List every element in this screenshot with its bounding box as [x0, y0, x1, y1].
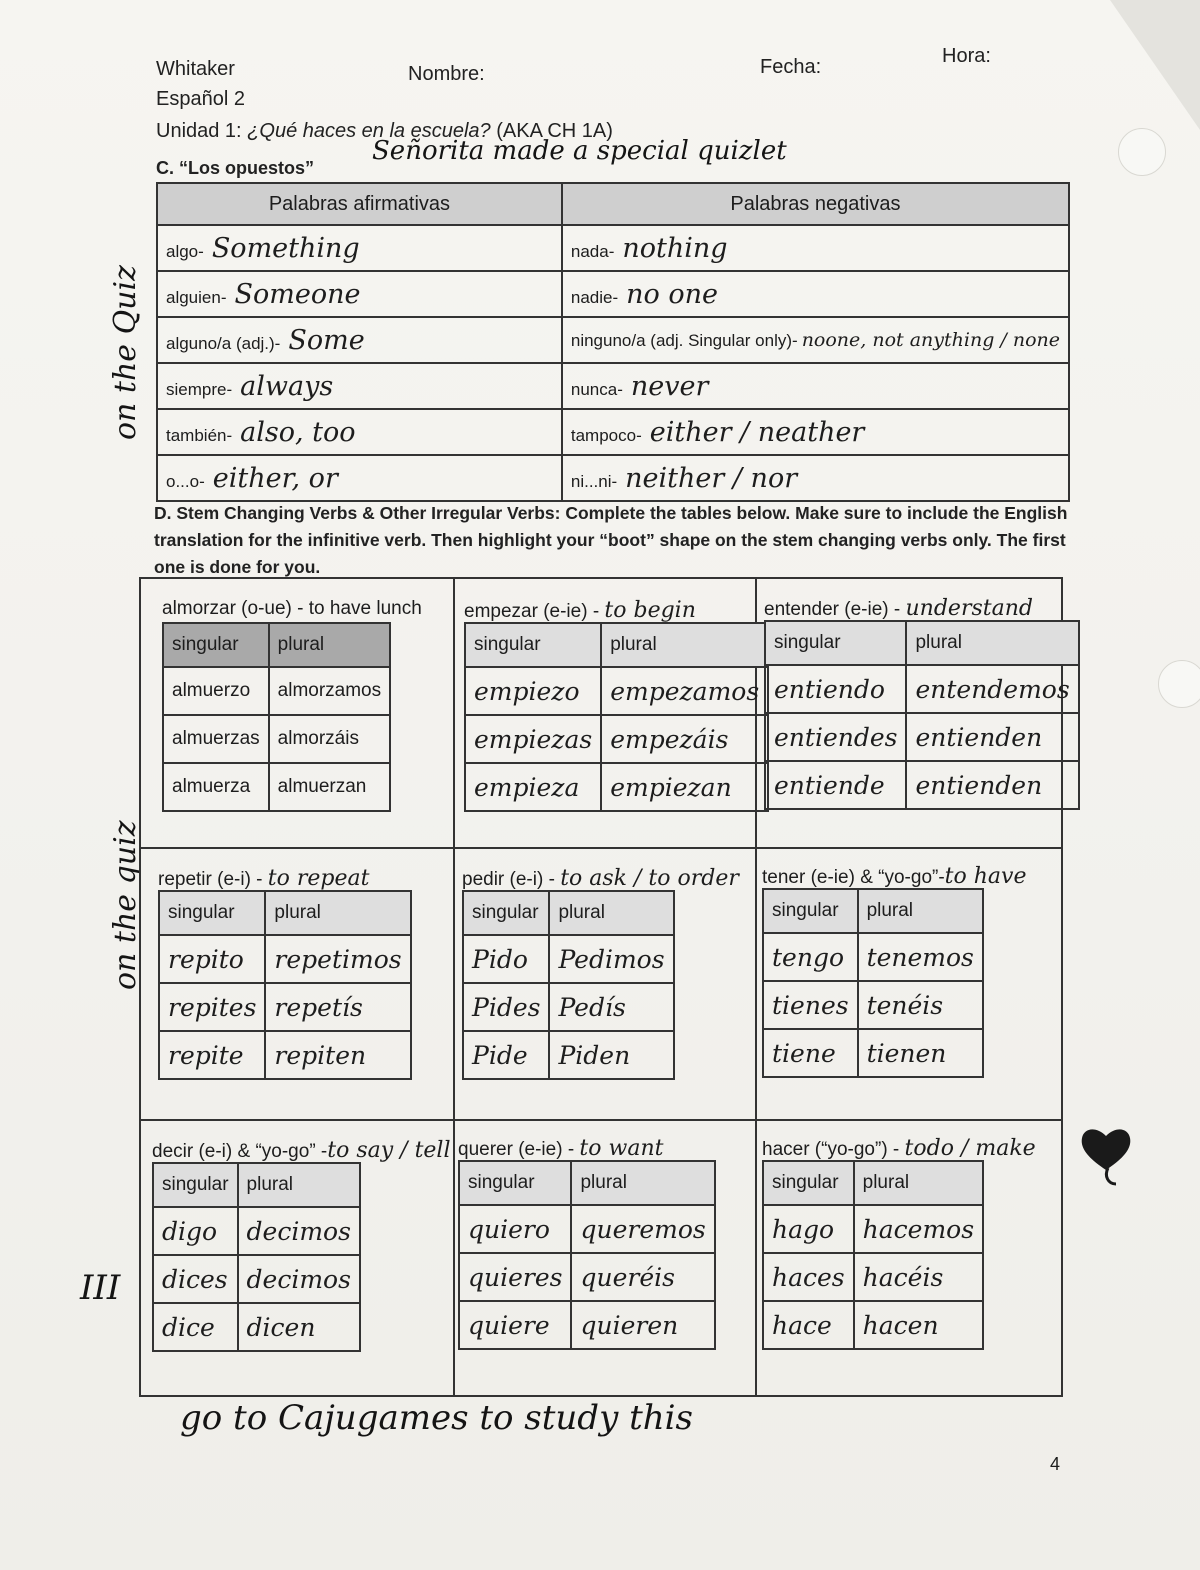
tally-marks: III — [80, 1268, 121, 1308]
nombre-label: Nombre: — [408, 63, 485, 85]
singular-form-text: tiene — [772, 1038, 836, 1068]
conjugation-row — [159, 935, 411, 983]
conjugation-row — [465, 763, 768, 811]
verb-translation: todo / make — [904, 1136, 1036, 1161]
singular-form — [459, 1205, 571, 1253]
opposites-row — [157, 363, 1069, 409]
conjugation-header-row — [763, 1161, 983, 1205]
verb-title — [462, 866, 739, 891]
singular-form — [153, 1255, 238, 1303]
singular-form — [763, 933, 858, 981]
negative-word: ninguno/a (adj. Singular only)- — [570, 331, 798, 350]
conjugation-table — [152, 1162, 361, 1352]
plural-form-text: Pedimos — [558, 944, 665, 974]
plural-header: plural — [854, 1161, 983, 1205]
singular-form — [465, 763, 601, 811]
conjugation-table — [762, 1160, 984, 1350]
affirmative-answer: always — [240, 370, 334, 402]
plural-form — [238, 1303, 360, 1351]
singular-form-text: entiendo — [774, 674, 885, 704]
plural-form-text: entendemos — [915, 674, 1070, 704]
section-d-instructions: D. Stem Changing Verbs & Other Irregular Verbs: Complete the tables below. Make sure to include the English translation for the infinitive verb. Then highlight your “boot” shape on the stem changing verbs only. The first one is done for you. — [154, 503, 1068, 577]
verb-title — [458, 1136, 663, 1161]
grid-divider — [141, 1119, 1061, 1121]
verb-title — [464, 598, 696, 623]
negative-word: nadie- — [570, 287, 619, 307]
verb-translation: to repeat — [267, 866, 370, 891]
conjugation-row — [765, 713, 1079, 761]
singular-form-text: haces — [772, 1262, 845, 1292]
plural-form — [549, 935, 673, 983]
affirmative-answer: Something — [211, 232, 360, 264]
conjugation-row — [765, 761, 1079, 809]
singular-form-text: repites — [168, 992, 257, 1022]
plural-form-text: entienden — [915, 722, 1043, 752]
unit-title: ¿Qué haces en la escuela? — [247, 120, 491, 142]
fecha-label: Fecha: — [760, 56, 822, 78]
singular-form — [465, 667, 601, 715]
conjugation-table — [162, 622, 391, 812]
singular-form — [763, 1301, 854, 1349]
plural-form — [854, 1301, 983, 1349]
singular-header: singular — [159, 891, 265, 935]
conjugation-row — [465, 667, 768, 715]
heart-doodle-icon — [1078, 1122, 1134, 1193]
plural-form — [858, 1029, 983, 1077]
negative-word: nada- — [570, 241, 615, 261]
conjugation-row — [765, 665, 1079, 713]
negative-cell — [562, 455, 1069, 501]
singular-form-text: almuerzas — [172, 728, 260, 749]
conjugation-row — [763, 1205, 983, 1253]
singular-form-text: quieres — [468, 1262, 563, 1292]
conjugation-row — [159, 1031, 411, 1079]
opposites-row — [157, 271, 1069, 317]
study-note: go to Cajugames to study this — [180, 1398, 693, 1438]
plural-form-text: queremos — [580, 1214, 706, 1244]
conjugation-row — [763, 1253, 983, 1301]
conjugation-header-row — [459, 1161, 715, 1205]
plural-form — [854, 1205, 983, 1253]
singular-form — [159, 983, 265, 1031]
negative-word: nunca- — [570, 379, 623, 399]
hora-label: Hora: — [942, 45, 991, 67]
verb-title — [762, 864, 1026, 889]
affirmative-word: alguien- — [166, 287, 227, 307]
plural-form — [858, 981, 983, 1029]
plural-form-text: Piden — [558, 1040, 631, 1070]
plural-form-text: quieren — [580, 1310, 679, 1340]
affirmative-word: también- — [166, 425, 233, 445]
singular-form — [159, 935, 265, 983]
plural-form-text: almorzáis — [277, 728, 359, 749]
verb-infinitive: entender (e-ie) - — [764, 599, 906, 620]
plural-form — [269, 715, 390, 763]
singular-form-text: entiende — [774, 770, 885, 800]
singular-header: singular — [765, 621, 906, 665]
opposites-table — [156, 182, 1070, 502]
conjugation-row — [163, 715, 390, 763]
negative-header: Palabras negativas — [562, 183, 1069, 225]
singular-form — [765, 665, 906, 713]
affirmative-word: o...o- — [166, 471, 205, 491]
plural-form — [601, 715, 768, 763]
verb-infinitive: querer (e-ie) - — [458, 1139, 580, 1160]
conjugation-row — [153, 1303, 360, 1351]
page-fold-corner — [1110, 0, 1200, 130]
verb-title — [158, 866, 369, 891]
singular-form-text: digo — [162, 1216, 218, 1246]
section-c-title: C. “Los opuestos” — [156, 158, 315, 178]
singular-form — [763, 1253, 854, 1301]
singular-form — [463, 1031, 549, 1079]
verb-title — [162, 598, 422, 620]
conjugation-row — [763, 1301, 983, 1349]
conjugation-table — [458, 1160, 716, 1350]
plural-form — [906, 665, 1078, 713]
verb-title — [152, 1138, 451, 1163]
conjugation-row — [763, 981, 983, 1029]
singular-form-text: almuerza — [172, 776, 251, 797]
quizlet-note: Señorita made a special quizlet — [372, 136, 787, 166]
singular-form-text: dice — [162, 1312, 215, 1342]
plural-form-text: decimos — [246, 1264, 351, 1294]
singular-form-text: repite — [168, 1040, 244, 1070]
singular-form — [463, 983, 549, 1031]
singular-form-text: Pides — [472, 992, 541, 1022]
singular-header: singular — [763, 1161, 854, 1205]
singular-form-text: empiezo — [474, 676, 580, 706]
conjugation-row — [159, 983, 411, 1031]
plural-form — [571, 1205, 714, 1253]
verb-translation: to have lunch — [308, 598, 422, 619]
conjugation-table — [464, 622, 769, 812]
plural-form — [549, 1031, 673, 1079]
margin-note-quiz-middle: on the quiz — [108, 820, 143, 990]
negative-cell — [562, 363, 1069, 409]
plural-form — [854, 1253, 983, 1301]
affirmative-header: Palabras afirmativas — [157, 183, 562, 225]
conjugation-table — [762, 888, 984, 1078]
plural-form — [265, 983, 410, 1031]
negative-cell — [562, 271, 1069, 317]
singular-form — [153, 1207, 238, 1255]
affirmative-cell — [157, 271, 562, 317]
singular-form-text: empiezas — [474, 724, 593, 754]
singular-form — [159, 1031, 265, 1079]
verb-infinitive: pedir (e-i) - — [462, 869, 561, 890]
unit-prefix: Unidad 1: — [156, 120, 248, 142]
plural-form-text: hacemos — [862, 1214, 975, 1244]
binder-hole — [1158, 660, 1200, 708]
opposites-header-row — [157, 183, 1069, 225]
singular-header: singular — [459, 1161, 571, 1205]
plural-form-text: queréis — [580, 1262, 675, 1292]
plural-form-text: hacéis — [862, 1262, 944, 1292]
plural-header: plural — [269, 623, 390, 667]
plural-form-text: tenéis — [866, 990, 944, 1020]
grid-divider — [141, 847, 1061, 849]
unit-suffix: (AKA CH 1A) — [490, 120, 613, 142]
singular-header: singular — [465, 623, 601, 667]
plural-header: plural — [549, 891, 673, 935]
negative-word: ni...ni- — [570, 471, 618, 491]
plural-form — [601, 667, 768, 715]
affirmative-answer: also, too — [240, 416, 356, 448]
plural-form — [269, 667, 390, 715]
verb-infinitive: almorzar (o-ue) - — [162, 598, 309, 619]
conjugation-header-row — [159, 891, 411, 935]
singular-form-text: entiendes — [774, 722, 898, 752]
singular-form — [153, 1303, 238, 1351]
plural-header: plural — [571, 1161, 714, 1205]
binder-hole — [1118, 128, 1166, 176]
verb-infinitive: repetir (e-i) - — [158, 869, 268, 890]
margin-note-quiz-top: on the Quiz — [108, 265, 143, 440]
plural-form — [601, 763, 768, 811]
singular-form-text: dices — [162, 1264, 228, 1294]
singular-header: singular — [153, 1163, 238, 1207]
plural-form-text: almorzamos — [277, 680, 382, 701]
singular-form-text: repito — [168, 944, 244, 974]
conjugation-header-row — [163, 623, 390, 667]
singular-form-text: hace — [772, 1310, 832, 1340]
conjugation-row — [463, 983, 674, 1031]
singular-form-text: quiere — [468, 1310, 550, 1340]
plural-form — [238, 1207, 360, 1255]
plural-form-text: empezáis — [610, 724, 729, 754]
singular-form — [459, 1301, 571, 1349]
singular-header: singular — [163, 623, 269, 667]
verb-translation: to ask / to order — [560, 866, 739, 891]
negative-word: tampoco- — [570, 425, 642, 445]
singular-form — [763, 1029, 858, 1077]
page-number: 4 — [1050, 1454, 1061, 1474]
singular-form-text: quiero — [468, 1214, 550, 1244]
affirmative-answer: Some — [288, 324, 365, 356]
verb-title — [764, 596, 1033, 621]
verb-translation: to have — [944, 864, 1027, 889]
singular-form — [463, 935, 549, 983]
conjugation-table — [462, 890, 675, 1080]
plural-form — [906, 761, 1078, 809]
singular-form — [765, 761, 906, 809]
conjugation-row — [153, 1255, 360, 1303]
verb-infinitive: decir (e-i) & “yo-go” - — [152, 1141, 328, 1162]
conjugation-header-row — [765, 621, 1079, 665]
grid-divider — [453, 579, 455, 1395]
conjugation-header-row — [153, 1163, 360, 1207]
affirmative-cell — [157, 317, 562, 363]
negative-answer: noone, not anything / none — [801, 329, 1060, 351]
singular-form-text: Pide — [472, 1040, 528, 1070]
negative-answer: no one — [626, 278, 718, 310]
opposites-row — [157, 317, 1069, 363]
singular-form-text: almuerzo — [172, 680, 251, 701]
singular-header: singular — [463, 891, 549, 935]
singular-form-text: tienes — [772, 990, 849, 1020]
conjugation-header-row — [465, 623, 768, 667]
plural-header: plural — [601, 623, 768, 667]
verb-infinitive: hacer (“yo-go”) - — [762, 1139, 905, 1160]
plural-form-text: repetimos — [274, 944, 402, 974]
plural-form-text: entienden — [915, 770, 1043, 800]
affirmative-word: siempre- — [166, 379, 233, 399]
plural-form-text: almuerzan — [277, 776, 367, 797]
singular-form-text: tengo — [772, 942, 844, 972]
plural-form-text: empezamos — [610, 676, 760, 706]
plural-form — [571, 1253, 714, 1301]
plural-form-text: tienen — [866, 1038, 947, 1068]
plural-header: plural — [858, 889, 983, 933]
negative-cell — [562, 225, 1069, 271]
affirmative-cell — [157, 363, 562, 409]
plural-header: plural — [238, 1163, 360, 1207]
singular-form — [763, 981, 858, 1029]
conjugation-row — [763, 1029, 983, 1077]
verb-translation: to say / tell — [327, 1138, 451, 1163]
verb-title — [762, 1136, 1036, 1161]
verb-infinitive: empezar (e-ie) - — [464, 601, 605, 622]
singular-header: singular — [763, 889, 858, 933]
plural-header: plural — [906, 621, 1078, 665]
course-name: Español 2 — [156, 88, 245, 110]
conjugation-row — [465, 715, 768, 763]
plural-form-text: empiezan — [610, 772, 732, 802]
plural-form-text: repiten — [274, 1040, 367, 1070]
conjugation-row — [163, 667, 390, 715]
opposites-row — [157, 409, 1069, 455]
singular-form — [465, 715, 601, 763]
opposites-row — [157, 225, 1069, 271]
verb-translation: understand — [905, 596, 1033, 621]
singular-form-text: Pido — [472, 944, 528, 974]
plural-form-text: tenemos — [866, 942, 974, 972]
singular-form — [163, 715, 269, 763]
opposites-row — [157, 455, 1069, 501]
negative-cell — [562, 409, 1069, 455]
conjugation-row — [763, 933, 983, 981]
conjugation-row — [163, 763, 390, 811]
conjugation-table — [764, 620, 1080, 810]
plural-form — [269, 763, 390, 811]
plural-form-text: dicen — [246, 1312, 316, 1342]
plural-form-text: Pedís — [558, 992, 626, 1022]
singular-form-text: empieza — [474, 772, 580, 802]
affirmative-cell — [157, 409, 562, 455]
conjugation-table — [158, 890, 412, 1080]
conjugation-row — [463, 1031, 674, 1079]
conjugation-row — [459, 1205, 715, 1253]
affirmative-word: alguno/a (adj.)- — [166, 333, 281, 353]
negative-answer: either / neather — [649, 416, 865, 448]
plural-form-text: decimos — [246, 1216, 351, 1246]
plural-form — [265, 1031, 410, 1079]
singular-form — [459, 1253, 571, 1301]
plural-form-text: repetís — [274, 992, 363, 1022]
plural-form — [238, 1255, 360, 1303]
singular-form — [763, 1205, 854, 1253]
affirmative-cell — [157, 225, 562, 271]
conjugation-header-row — [763, 889, 983, 933]
negative-answer: neither / nor — [625, 462, 798, 494]
conjugation-row — [459, 1253, 715, 1301]
singular-form — [163, 667, 269, 715]
affirmative-answer: Someone — [234, 278, 361, 310]
affirmative-cell — [157, 455, 562, 501]
singular-form — [163, 763, 269, 811]
plural-form — [571, 1301, 714, 1349]
verb-translation: to want — [579, 1136, 664, 1161]
plural-form — [265, 935, 410, 983]
plural-form — [549, 983, 673, 1031]
teacher-name: Whitaker — [156, 58, 235, 80]
singular-form-text: hago — [772, 1214, 835, 1244]
conjugation-row — [153, 1207, 360, 1255]
plural-form — [906, 713, 1078, 761]
conjugation-header-row — [463, 891, 674, 935]
conjugation-row — [463, 935, 674, 983]
singular-form — [765, 713, 906, 761]
affirmative-answer: either, or — [212, 462, 338, 494]
affirmative-word: algo- — [166, 241, 204, 261]
verb-infinitive: tener (e-ie) & “yo-go”- — [762, 867, 945, 888]
negative-answer: never — [630, 370, 709, 402]
conjugation-row — [459, 1301, 715, 1349]
plural-form-text: hacen — [862, 1310, 939, 1340]
plural-header: plural — [265, 891, 410, 935]
plural-form — [858, 933, 983, 981]
negative-answer: nothing — [622, 232, 728, 264]
negative-cell — [562, 317, 1069, 363]
verb-translation: to begin — [604, 598, 696, 623]
